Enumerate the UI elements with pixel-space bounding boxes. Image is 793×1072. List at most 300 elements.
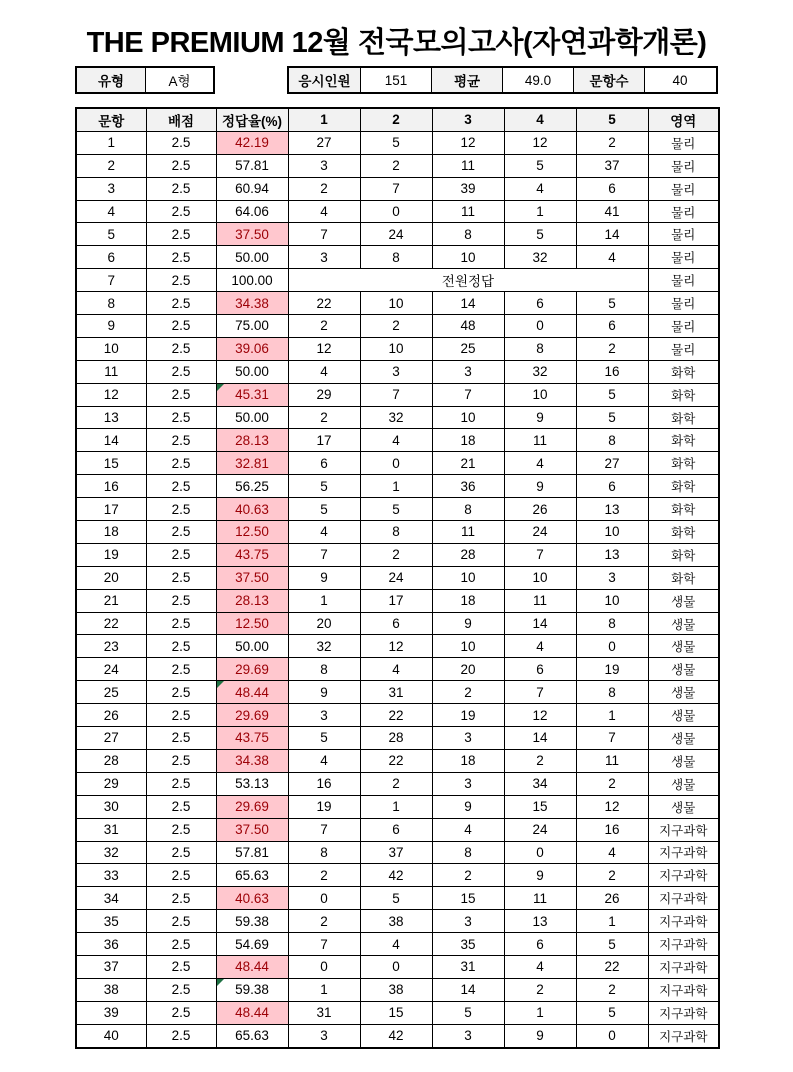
area: 물리 bbox=[648, 223, 719, 246]
choice-count-4: 2 bbox=[504, 749, 576, 772]
choice-count-2: 1 bbox=[360, 475, 432, 498]
correct-rate: 28.13 bbox=[216, 589, 288, 612]
table-row bbox=[76, 658, 719, 681]
question-number: 31 bbox=[76, 818, 146, 841]
choice-count-1: 2 bbox=[288, 864, 360, 887]
choice-count-4: 9 bbox=[504, 475, 576, 498]
correct-rate: 39.06 bbox=[216, 337, 288, 360]
table-row bbox=[76, 315, 719, 338]
area: 물리 bbox=[648, 154, 719, 177]
correct-rate: 59.38 bbox=[216, 910, 288, 933]
header-choice-3: 3 bbox=[432, 108, 504, 131]
table-row bbox=[76, 292, 719, 315]
question-number: 16 bbox=[76, 475, 146, 498]
choice-count-2: 12 bbox=[360, 635, 432, 658]
table-row bbox=[76, 566, 719, 589]
average-label: 평균 bbox=[431, 68, 502, 92]
choice-count-2: 2 bbox=[360, 772, 432, 795]
choice-count-3: 3 bbox=[432, 910, 504, 933]
points: 2.5 bbox=[146, 658, 216, 681]
question-number: 15 bbox=[76, 452, 146, 475]
table-body bbox=[76, 131, 719, 1047]
choice-count-3: 5 bbox=[432, 1001, 504, 1024]
choice-count-4: 7 bbox=[504, 543, 576, 566]
correct-rate: 32.81 bbox=[216, 452, 288, 475]
choice-count-4: 32 bbox=[504, 246, 576, 269]
points: 2.5 bbox=[146, 292, 216, 315]
choice-count-3: 21 bbox=[432, 452, 504, 475]
question-number: 35 bbox=[76, 910, 146, 933]
question-number: 2 bbox=[76, 154, 146, 177]
choice-count-1: 9 bbox=[288, 681, 360, 704]
correct-rate: 45.31 bbox=[216, 383, 288, 406]
points: 2.5 bbox=[146, 772, 216, 795]
choice-count-5: 41 bbox=[576, 200, 648, 223]
choice-count-2: 6 bbox=[360, 612, 432, 635]
page-title: THE PREMIUM 12월 전국모의고사(자연과학개론) bbox=[86, 27, 707, 59]
choice-count-4: 4 bbox=[504, 452, 576, 475]
choice-count-3: 25 bbox=[432, 337, 504, 360]
table-row bbox=[76, 223, 719, 246]
choice-count-2: 1 bbox=[360, 795, 432, 818]
choice-count-3: 14 bbox=[432, 292, 504, 315]
question-count-label: 문항수 bbox=[573, 68, 644, 92]
choice-count-4: 15 bbox=[504, 795, 576, 818]
choice-count-1: 1 bbox=[288, 978, 360, 1001]
correct-rate: 64.06 bbox=[216, 200, 288, 223]
correct-rate: 48.44 bbox=[216, 1001, 288, 1024]
table-row bbox=[76, 360, 719, 383]
table-row bbox=[76, 498, 719, 521]
choice-count-4: 0 bbox=[504, 841, 576, 864]
question-number: 36 bbox=[76, 933, 146, 956]
question-number: 24 bbox=[76, 658, 146, 681]
choice-count-5: 10 bbox=[576, 521, 648, 544]
table-row bbox=[76, 704, 719, 727]
points: 2.5 bbox=[146, 154, 216, 177]
choice-count-1: 7 bbox=[288, 543, 360, 566]
table-row bbox=[76, 406, 719, 429]
table-row bbox=[76, 1024, 719, 1047]
choice-count-2: 0 bbox=[360, 452, 432, 475]
area: 물리 bbox=[648, 177, 719, 200]
choice-count-2: 42 bbox=[360, 864, 432, 887]
choice-count-5: 19 bbox=[576, 658, 648, 681]
choice-count-1: 19 bbox=[288, 795, 360, 818]
choice-count-3: 3 bbox=[432, 772, 504, 795]
table-row bbox=[76, 978, 719, 1001]
choice-count-2: 22 bbox=[360, 749, 432, 772]
choice-count-3: 18 bbox=[432, 589, 504, 612]
choice-count-5: 2 bbox=[576, 772, 648, 795]
table-row bbox=[76, 429, 719, 452]
area: 생물 bbox=[648, 749, 719, 772]
table-row bbox=[76, 154, 719, 177]
question-number: 10 bbox=[76, 337, 146, 360]
choice-count-5: 1 bbox=[576, 910, 648, 933]
choice-count-1: 8 bbox=[288, 658, 360, 681]
choice-count-4: 24 bbox=[504, 818, 576, 841]
choice-count-2: 10 bbox=[360, 337, 432, 360]
choice-count-5: 11 bbox=[576, 749, 648, 772]
points: 2.5 bbox=[146, 1024, 216, 1047]
header-choice-2: 2 bbox=[360, 108, 432, 131]
choice-count-3: 11 bbox=[432, 154, 504, 177]
choice-count-5: 5 bbox=[576, 406, 648, 429]
area: 지구과학 bbox=[648, 887, 719, 910]
choice-count-5: 4 bbox=[576, 841, 648, 864]
correct-rate: 53.13 bbox=[216, 772, 288, 795]
choice-count-3: 3 bbox=[432, 727, 504, 750]
correct-rate: 59.38 bbox=[216, 978, 288, 1001]
choice-count-3: 39 bbox=[432, 177, 504, 200]
choice-count-1: 29 bbox=[288, 383, 360, 406]
choice-count-5: 2 bbox=[576, 131, 648, 154]
choice-count-5: 37 bbox=[576, 154, 648, 177]
points: 2.5 bbox=[146, 200, 216, 223]
choice-count-5: 3 bbox=[576, 566, 648, 589]
choice-count-1: 7 bbox=[288, 818, 360, 841]
exam-type-value: A형 bbox=[145, 68, 213, 92]
points: 2.5 bbox=[146, 543, 216, 566]
question-number: 4 bbox=[76, 200, 146, 223]
correct-rate: 43.75 bbox=[216, 543, 288, 566]
area: 화학 bbox=[648, 521, 719, 544]
table-row bbox=[76, 727, 719, 750]
choice-count-5: 1 bbox=[576, 704, 648, 727]
correct-rate: 37.50 bbox=[216, 818, 288, 841]
header-area: 영역 bbox=[648, 108, 719, 131]
question-number: 19 bbox=[76, 543, 146, 566]
choice-count-1: 7 bbox=[288, 223, 360, 246]
results-table bbox=[75, 107, 720, 1049]
choice-count-2: 5 bbox=[360, 887, 432, 910]
examinees-value: 151 bbox=[360, 68, 431, 92]
choice-count-4: 4 bbox=[504, 635, 576, 658]
choice-count-4: 24 bbox=[504, 521, 576, 544]
area: 화학 bbox=[648, 543, 719, 566]
choice-count-3: 20 bbox=[432, 658, 504, 681]
choice-count-1: 3 bbox=[288, 154, 360, 177]
correct-rate: 57.81 bbox=[216, 841, 288, 864]
choice-count-5: 4 bbox=[576, 246, 648, 269]
points: 2.5 bbox=[146, 1001, 216, 1024]
table-row bbox=[76, 452, 719, 475]
choice-count-2: 2 bbox=[360, 315, 432, 338]
area: 화학 bbox=[648, 566, 719, 589]
choice-count-1: 2 bbox=[288, 315, 360, 338]
choice-count-4: 6 bbox=[504, 292, 576, 315]
choice-count-1: 22 bbox=[288, 292, 360, 315]
points: 2.5 bbox=[146, 887, 216, 910]
choice-count-4: 11 bbox=[504, 589, 576, 612]
correct-rate: 48.44 bbox=[216, 955, 288, 978]
correct-rate: 50.00 bbox=[216, 635, 288, 658]
choice-count-3: 18 bbox=[432, 749, 504, 772]
area: 물리 bbox=[648, 131, 719, 154]
points: 2.5 bbox=[146, 910, 216, 933]
choice-count-4: 14 bbox=[504, 727, 576, 750]
correct-rate: 65.63 bbox=[216, 1024, 288, 1047]
choice-count-4: 9 bbox=[504, 406, 576, 429]
area: 지구과학 bbox=[648, 841, 719, 864]
points: 2.5 bbox=[146, 406, 216, 429]
question-number: 5 bbox=[76, 223, 146, 246]
question-number: 33 bbox=[76, 864, 146, 887]
points: 2.5 bbox=[146, 475, 216, 498]
choice-count-2: 24 bbox=[360, 223, 432, 246]
question-number: 28 bbox=[76, 749, 146, 772]
table-row bbox=[76, 933, 719, 956]
correct-rate: 40.63 bbox=[216, 887, 288, 910]
area: 지구과학 bbox=[648, 910, 719, 933]
choice-count-5: 13 bbox=[576, 498, 648, 521]
choice-count-1: 17 bbox=[288, 429, 360, 452]
choice-count-5: 6 bbox=[576, 315, 648, 338]
choice-count-3: 12 bbox=[432, 131, 504, 154]
choice-count-2: 4 bbox=[360, 658, 432, 681]
choice-count-3: 18 bbox=[432, 429, 504, 452]
choice-count-1: 12 bbox=[288, 337, 360, 360]
points: 2.5 bbox=[146, 315, 216, 338]
choice-count-2: 15 bbox=[360, 1001, 432, 1024]
choice-count-2: 5 bbox=[360, 498, 432, 521]
correct-rate: 37.50 bbox=[216, 223, 288, 246]
choice-count-4: 12 bbox=[504, 131, 576, 154]
choice-count-5: 27 bbox=[576, 452, 648, 475]
question-number: 37 bbox=[76, 955, 146, 978]
choice-count-1: 3 bbox=[288, 704, 360, 727]
exam-type-label: 유형 bbox=[77, 68, 145, 92]
choice-count-2: 7 bbox=[360, 177, 432, 200]
choice-count-3: 14 bbox=[432, 978, 504, 1001]
question-number: 29 bbox=[76, 772, 146, 795]
choice-count-3: 28 bbox=[432, 543, 504, 566]
choice-count-1: 4 bbox=[288, 521, 360, 544]
choice-count-3: 11 bbox=[432, 521, 504, 544]
question-number: 3 bbox=[76, 177, 146, 200]
correct-rate: 100.00 bbox=[216, 269, 288, 292]
choice-count-2: 17 bbox=[360, 589, 432, 612]
question-number: 22 bbox=[76, 612, 146, 635]
question-number: 34 bbox=[76, 887, 146, 910]
area: 화학 bbox=[648, 498, 719, 521]
exam-stats-box bbox=[287, 66, 718, 94]
table-row bbox=[76, 200, 719, 223]
correct-rate: 12.50 bbox=[216, 612, 288, 635]
question-number: 11 bbox=[76, 360, 146, 383]
points: 2.5 bbox=[146, 566, 216, 589]
table-row bbox=[76, 383, 719, 406]
choice-count-2: 38 bbox=[360, 978, 432, 1001]
choice-count-5: 8 bbox=[576, 681, 648, 704]
question-number: 1 bbox=[76, 131, 146, 154]
choice-count-5: 5 bbox=[576, 383, 648, 406]
question-number: 13 bbox=[76, 406, 146, 429]
question-number: 12 bbox=[76, 383, 146, 406]
question-number: 40 bbox=[76, 1024, 146, 1047]
choice-count-1: 4 bbox=[288, 749, 360, 772]
area: 화학 bbox=[648, 452, 719, 475]
question-count-value: 40 bbox=[644, 68, 715, 92]
area: 화학 bbox=[648, 383, 719, 406]
choice-count-3: 2 bbox=[432, 864, 504, 887]
choice-count-1: 3 bbox=[288, 246, 360, 269]
choice-count-2: 2 bbox=[360, 543, 432, 566]
area: 생물 bbox=[648, 772, 719, 795]
header-points: 배점 bbox=[146, 108, 216, 131]
choice-count-5: 6 bbox=[576, 475, 648, 498]
choice-count-4: 7 bbox=[504, 681, 576, 704]
choice-count-3: 9 bbox=[432, 795, 504, 818]
correct-rate: 40.63 bbox=[216, 498, 288, 521]
points: 2.5 bbox=[146, 337, 216, 360]
question-number: 25 bbox=[76, 681, 146, 704]
area: 물리 bbox=[648, 292, 719, 315]
table-row bbox=[76, 543, 719, 566]
points: 2.5 bbox=[146, 818, 216, 841]
table-row bbox=[76, 795, 719, 818]
question-number: 8 bbox=[76, 292, 146, 315]
choice-count-3: 11 bbox=[432, 200, 504, 223]
area: 생물 bbox=[648, 589, 719, 612]
choice-count-5: 0 bbox=[576, 1024, 648, 1047]
table-row bbox=[76, 177, 719, 200]
table-row bbox=[76, 635, 719, 658]
choice-count-5: 26 bbox=[576, 887, 648, 910]
correct-rate: 56.25 bbox=[216, 475, 288, 498]
correct-rate: 12.50 bbox=[216, 521, 288, 544]
choice-count-2: 8 bbox=[360, 521, 432, 544]
question-number: 18 bbox=[76, 521, 146, 544]
correct-rate: 34.38 bbox=[216, 749, 288, 772]
table-header-row bbox=[76, 108, 719, 131]
choice-count-1: 31 bbox=[288, 1001, 360, 1024]
all-correct-cell: 전원정답 bbox=[288, 269, 648, 292]
choice-count-5: 14 bbox=[576, 223, 648, 246]
table-row bbox=[76, 246, 719, 269]
choice-count-2: 32 bbox=[360, 406, 432, 429]
choice-count-2: 37 bbox=[360, 841, 432, 864]
choice-count-2: 8 bbox=[360, 246, 432, 269]
choice-count-2: 38 bbox=[360, 910, 432, 933]
table-row bbox=[76, 841, 719, 864]
choice-count-4: 32 bbox=[504, 360, 576, 383]
choice-count-3: 7 bbox=[432, 383, 504, 406]
question-number: 20 bbox=[76, 566, 146, 589]
choice-count-1: 3 bbox=[288, 1024, 360, 1047]
choice-count-1: 1 bbox=[288, 589, 360, 612]
area: 화학 bbox=[648, 475, 719, 498]
points: 2.5 bbox=[146, 681, 216, 704]
choice-count-5: 22 bbox=[576, 955, 648, 978]
points: 2.5 bbox=[146, 177, 216, 200]
choice-count-3: 4 bbox=[432, 818, 504, 841]
area: 물리 bbox=[648, 246, 719, 269]
choice-count-4: 13 bbox=[504, 910, 576, 933]
area: 지구과학 bbox=[648, 1024, 719, 1047]
points: 2.5 bbox=[146, 383, 216, 406]
choice-count-4: 5 bbox=[504, 223, 576, 246]
area: 지구과학 bbox=[648, 978, 719, 1001]
header-choice-4: 4 bbox=[504, 108, 576, 131]
table-row bbox=[76, 772, 719, 795]
choice-count-4: 0 bbox=[504, 315, 576, 338]
correct-rate: 29.69 bbox=[216, 704, 288, 727]
correct-rate: 50.00 bbox=[216, 246, 288, 269]
table-row bbox=[76, 955, 719, 978]
choice-count-3: 35 bbox=[432, 933, 504, 956]
area: 생물 bbox=[648, 658, 719, 681]
choice-count-5: 8 bbox=[576, 429, 648, 452]
question-number: 17 bbox=[76, 498, 146, 521]
points: 2.5 bbox=[146, 978, 216, 1001]
choice-count-5: 2 bbox=[576, 337, 648, 360]
choice-count-5: 2 bbox=[576, 864, 648, 887]
choice-count-3: 15 bbox=[432, 887, 504, 910]
choice-count-5: 16 bbox=[576, 360, 648, 383]
choice-count-5: 16 bbox=[576, 818, 648, 841]
points: 2.5 bbox=[146, 635, 216, 658]
choice-count-1: 32 bbox=[288, 635, 360, 658]
choice-count-2: 28 bbox=[360, 727, 432, 750]
points: 2.5 bbox=[146, 223, 216, 246]
points: 2.5 bbox=[146, 795, 216, 818]
points: 2.5 bbox=[146, 864, 216, 887]
question-number: 9 bbox=[76, 315, 146, 338]
question-number: 26 bbox=[76, 704, 146, 727]
choice-count-1: 4 bbox=[288, 360, 360, 383]
choice-count-5: 8 bbox=[576, 612, 648, 635]
correct-rate: 42.19 bbox=[216, 131, 288, 154]
points: 2.5 bbox=[146, 589, 216, 612]
choice-count-4: 6 bbox=[504, 933, 576, 956]
choice-count-1: 16 bbox=[288, 772, 360, 795]
area: 지구과학 bbox=[648, 955, 719, 978]
choice-count-2: 31 bbox=[360, 681, 432, 704]
points: 2.5 bbox=[146, 749, 216, 772]
table-row bbox=[76, 1001, 719, 1024]
choice-count-3: 2 bbox=[432, 681, 504, 704]
correct-rate: 43.75 bbox=[216, 727, 288, 750]
points: 2.5 bbox=[146, 704, 216, 727]
info-bar bbox=[75, 66, 718, 94]
points: 2.5 bbox=[146, 429, 216, 452]
question-number: 14 bbox=[76, 429, 146, 452]
table-row bbox=[76, 910, 719, 933]
choice-count-5: 10 bbox=[576, 589, 648, 612]
question-number: 6 bbox=[76, 246, 146, 269]
area: 지구과학 bbox=[648, 864, 719, 887]
points: 2.5 bbox=[146, 955, 216, 978]
choice-count-5: 12 bbox=[576, 795, 648, 818]
examinees-label: 응시인원 bbox=[289, 68, 360, 92]
points: 2.5 bbox=[146, 246, 216, 269]
choice-count-4: 11 bbox=[504, 429, 576, 452]
choice-count-1: 2 bbox=[288, 910, 360, 933]
choice-count-3: 31 bbox=[432, 955, 504, 978]
question-number: 38 bbox=[76, 978, 146, 1001]
choice-count-3: 10 bbox=[432, 246, 504, 269]
area: 물리 bbox=[648, 315, 719, 338]
points: 2.5 bbox=[146, 841, 216, 864]
choice-count-2: 42 bbox=[360, 1024, 432, 1047]
table-row bbox=[76, 818, 719, 841]
choice-count-4: 14 bbox=[504, 612, 576, 635]
choice-count-3: 8 bbox=[432, 223, 504, 246]
table-row bbox=[76, 521, 719, 544]
header-choice-5: 5 bbox=[576, 108, 648, 131]
